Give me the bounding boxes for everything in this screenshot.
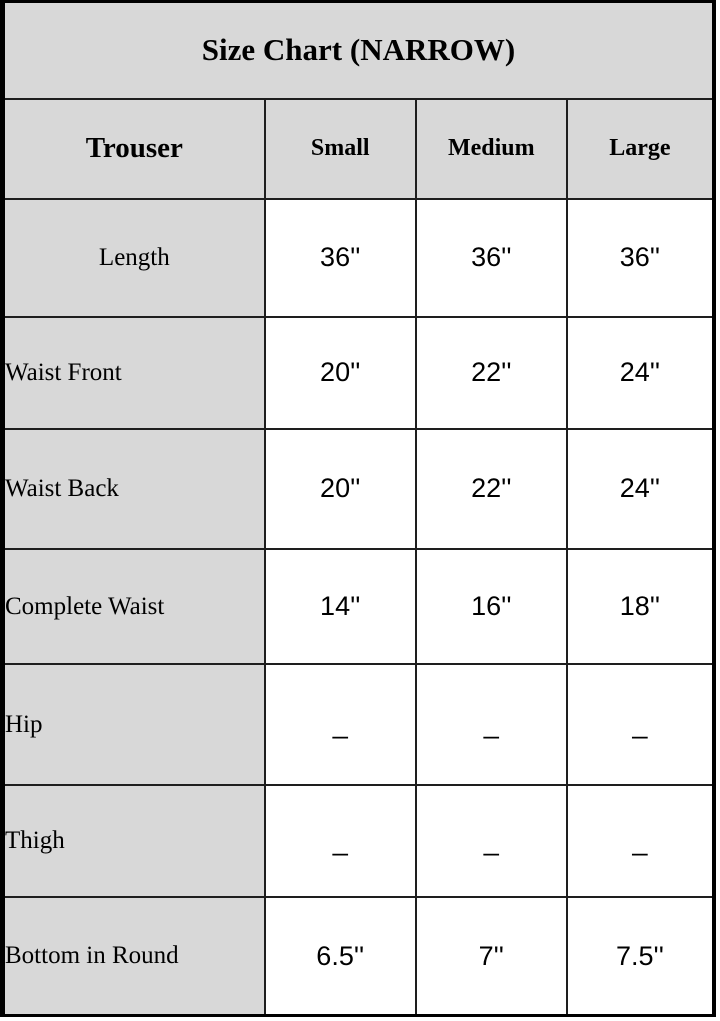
table-row-waist-front xyxy=(3,317,715,429)
cell-hip-large: _ xyxy=(567,664,714,785)
col-header-large: Large xyxy=(567,99,714,199)
cell-complete-waist-large: 18'' xyxy=(567,549,714,664)
cell-length-medium: 36'' xyxy=(416,199,567,317)
row-label-waist-front: Waist Front xyxy=(3,317,265,429)
table-row-thigh xyxy=(3,785,715,897)
cell-complete-waist-small: 14'' xyxy=(265,549,416,664)
cell-length-large: 36'' xyxy=(567,199,714,317)
cell-length-small: 36'' xyxy=(265,199,416,317)
cell-thigh-large: _ xyxy=(567,785,714,897)
cell-waist-front-small: 20'' xyxy=(265,317,416,429)
cell-thigh-small: _ xyxy=(265,785,416,897)
row-label-thigh: Thigh xyxy=(3,785,265,897)
table-row-length xyxy=(3,199,715,317)
cell-waist-back-small: 20'' xyxy=(265,429,416,549)
table-row-hip xyxy=(3,664,715,785)
cell-waist-back-medium: 22'' xyxy=(416,429,567,549)
row-label-complete-waist: Complete Waist xyxy=(3,549,265,664)
row-label-hip: Hip xyxy=(3,664,265,785)
cell-bottom-in-round-medium: 7'' xyxy=(416,897,567,1015)
row-label-length: Length xyxy=(3,199,265,317)
row-header-trouser: Trouser xyxy=(3,99,265,199)
table-row-bottom-in-round xyxy=(3,897,715,1015)
title-row xyxy=(3,2,715,99)
cell-thigh-medium: _ xyxy=(416,785,567,897)
cell-waist-front-large: 24'' xyxy=(567,317,714,429)
cell-hip-small: _ xyxy=(265,664,416,785)
row-label-bottom-in-round: Bottom in Round xyxy=(3,897,265,1015)
row-label-waist-back: Waist Back xyxy=(3,429,265,549)
table-row-waist-back xyxy=(3,429,715,549)
cell-hip-medium: _ xyxy=(416,664,567,785)
chart-title: Size Chart (NARROW) xyxy=(3,2,715,99)
table-row-complete-waist xyxy=(3,549,715,664)
cell-bottom-in-round-large: 7.5'' xyxy=(567,897,714,1015)
col-header-medium: Medium xyxy=(416,99,567,199)
cell-complete-waist-medium: 16'' xyxy=(416,549,567,664)
cell-waist-back-large: 24'' xyxy=(567,429,714,549)
cell-bottom-in-round-small: 6.5'' xyxy=(265,897,416,1015)
header-row xyxy=(3,99,715,199)
col-header-small: Small xyxy=(265,99,416,199)
cell-waist-front-medium: 22'' xyxy=(416,317,567,429)
